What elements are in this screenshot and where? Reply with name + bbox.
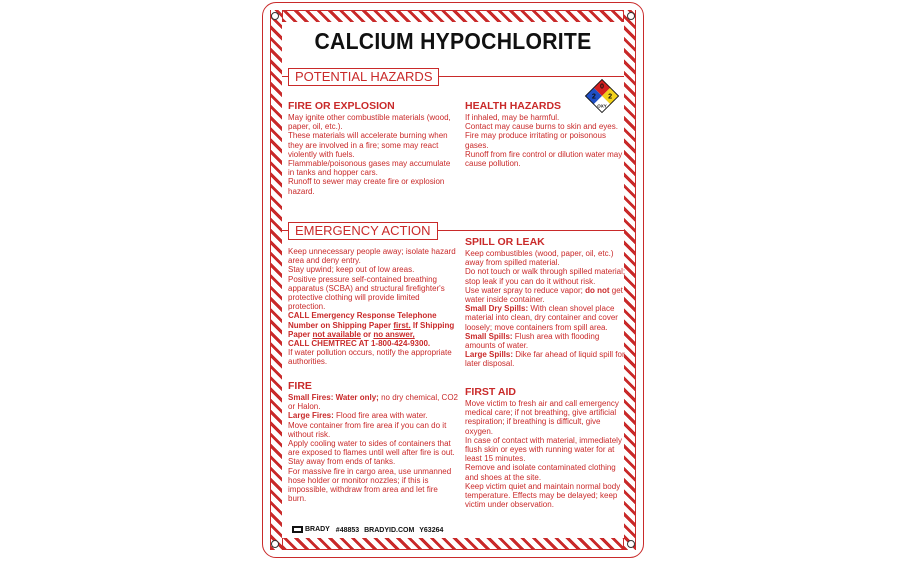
text-line: Use water spray to reduce vapor; do not get water inside container. [465,285,623,305]
brand-website: BRADYID.COM [364,526,415,534]
text-line: Do not touch or walk through spilled material; stop leak if you can do it without risk. [465,267,626,286]
fire-explosion-block [288,100,458,196]
nfpa-health-value: 2 [591,91,596,101]
chemtrec-line: CALL CHEMTREC AT 1-800-424-9300. [288,339,431,349]
sign-footer [286,524,620,536]
text-line: Stay upwind; keep out of low areas. [288,265,415,275]
spill-leak-heading: SPILL OR LEAK [465,236,545,248]
section-title: EMERGENCY ACTION [288,222,438,240]
mounting-hole [627,12,635,20]
text-line: Apply cooling water to sides of containers that are exposed to flames until well after fire is out. [288,439,455,458]
fire-heading: FIRE [288,380,312,392]
text-line: Fire may produce irritating or poisonous gases. [465,131,606,150]
text-line: Small Fires: Water only; no dry chemical, CO2 or Halon. [288,393,458,412]
hazard-border-bottom [271,537,635,550]
fire-block [288,380,458,503]
mounting-hole [271,12,279,20]
text-line: Large Spills: Dike far ahead of liquid spill for later disposal. [465,350,625,369]
spill-leak-block [465,236,627,369]
text-line: Small Dry Spills: With clean shovel place material into clean, dry container and cover loosely; move containers from spill area. [465,304,618,332]
text-line: Keep unnecessary people away; isolate hazard area and deny entry. [288,247,456,266]
text-line: Small Spills: Flush area with flooding amounts of water. [465,331,600,351]
first-aid-block [465,386,627,509]
emergency-action-block [288,247,458,367]
text-line: Runoff from fire control or dilution water may cause pollution. [465,149,623,169]
safety-sign [262,2,644,558]
brady-logo: BRADY [292,524,330,536]
text-line: In case of contact with material, immediately flush skin or eyes with running water for at least 15 minutes. [465,435,622,464]
text-line: Remove and isolate contaminated clothing and shoes at the site. [465,463,616,482]
sign-title: CALCIUM HYPOCHLORITE [314,28,592,54]
product-code: #48853 [335,526,360,534]
first-aid-heading: FIRST AID [465,386,516,398]
text-line: Large Fires: Flood fire area with water. [288,411,428,421]
text-line: For massive fire in cargo area, use unmanned hose holder or monitor nozzles; if this is impossible, withdraw from area and let fire burn. [288,466,452,504]
text-line: Move container from fire area if you can do it without risk. [288,420,447,439]
fire-explosion-heading: FIRE OR EXPLOSION [288,100,395,112]
text-line: If inhaled, may be harmful. [465,113,560,122]
text-line: Flammable/poisonous gases may accumulate in tanks and hopper cars. [288,159,451,178]
nfpa-special-value: OXY [597,103,607,109]
text-line: Stay away from ends of tanks. [288,457,396,467]
text-line: Contact may cause burns to skin and eyes. [465,122,618,132]
text-line: Positive pressure self-contained breathing apparatus (SCBA) and structural firefighter's protective clothing will provide limited protection. [288,274,445,312]
text-line: If water pollution occurs, notify the appropriate authorities. [288,348,452,367]
call-instruction: CALL Emergency Response Telephone Number on Shipping Paper first. If Shipping Paper not available or no answer, [288,311,455,339]
text-line: May ignite other combustible materials (wood, paper, oil, etc.). [288,113,451,132]
nfpa-flammability-value: 0 [600,81,604,91]
section-header-hazards [282,68,624,84]
health-hazards-block [465,100,625,168]
text-line: Keep victim quiet and maintain normal body temperature. Effects may be delayed; keep victim under observation. [465,481,621,510]
sign-body [282,22,624,538]
text-line: Keep combustibles (wood, paper, oil, etc.) away from spilled material. [465,249,614,268]
mounting-hole [271,540,279,548]
health-hazards-heading: HEALTH HAZARDS [465,100,562,112]
text-line: Move victim to fresh air and call emergency medical care; if not breathing, give artificial respiration; if breathing is difficult, give oxygen. [465,399,619,436]
section-title: POTENTIAL HAZARDS [288,68,439,86]
text-line: Runoff to sewer may create fire or explosion hazard. [288,177,445,196]
mounting-hole [627,540,635,548]
reference-code: Y63264 [419,526,444,534]
nfpa-instability-value: 2 [608,91,613,101]
text-line: These materials will accelerate burning when they are involved in a fire; some may react violently with fuels. [288,131,448,159]
